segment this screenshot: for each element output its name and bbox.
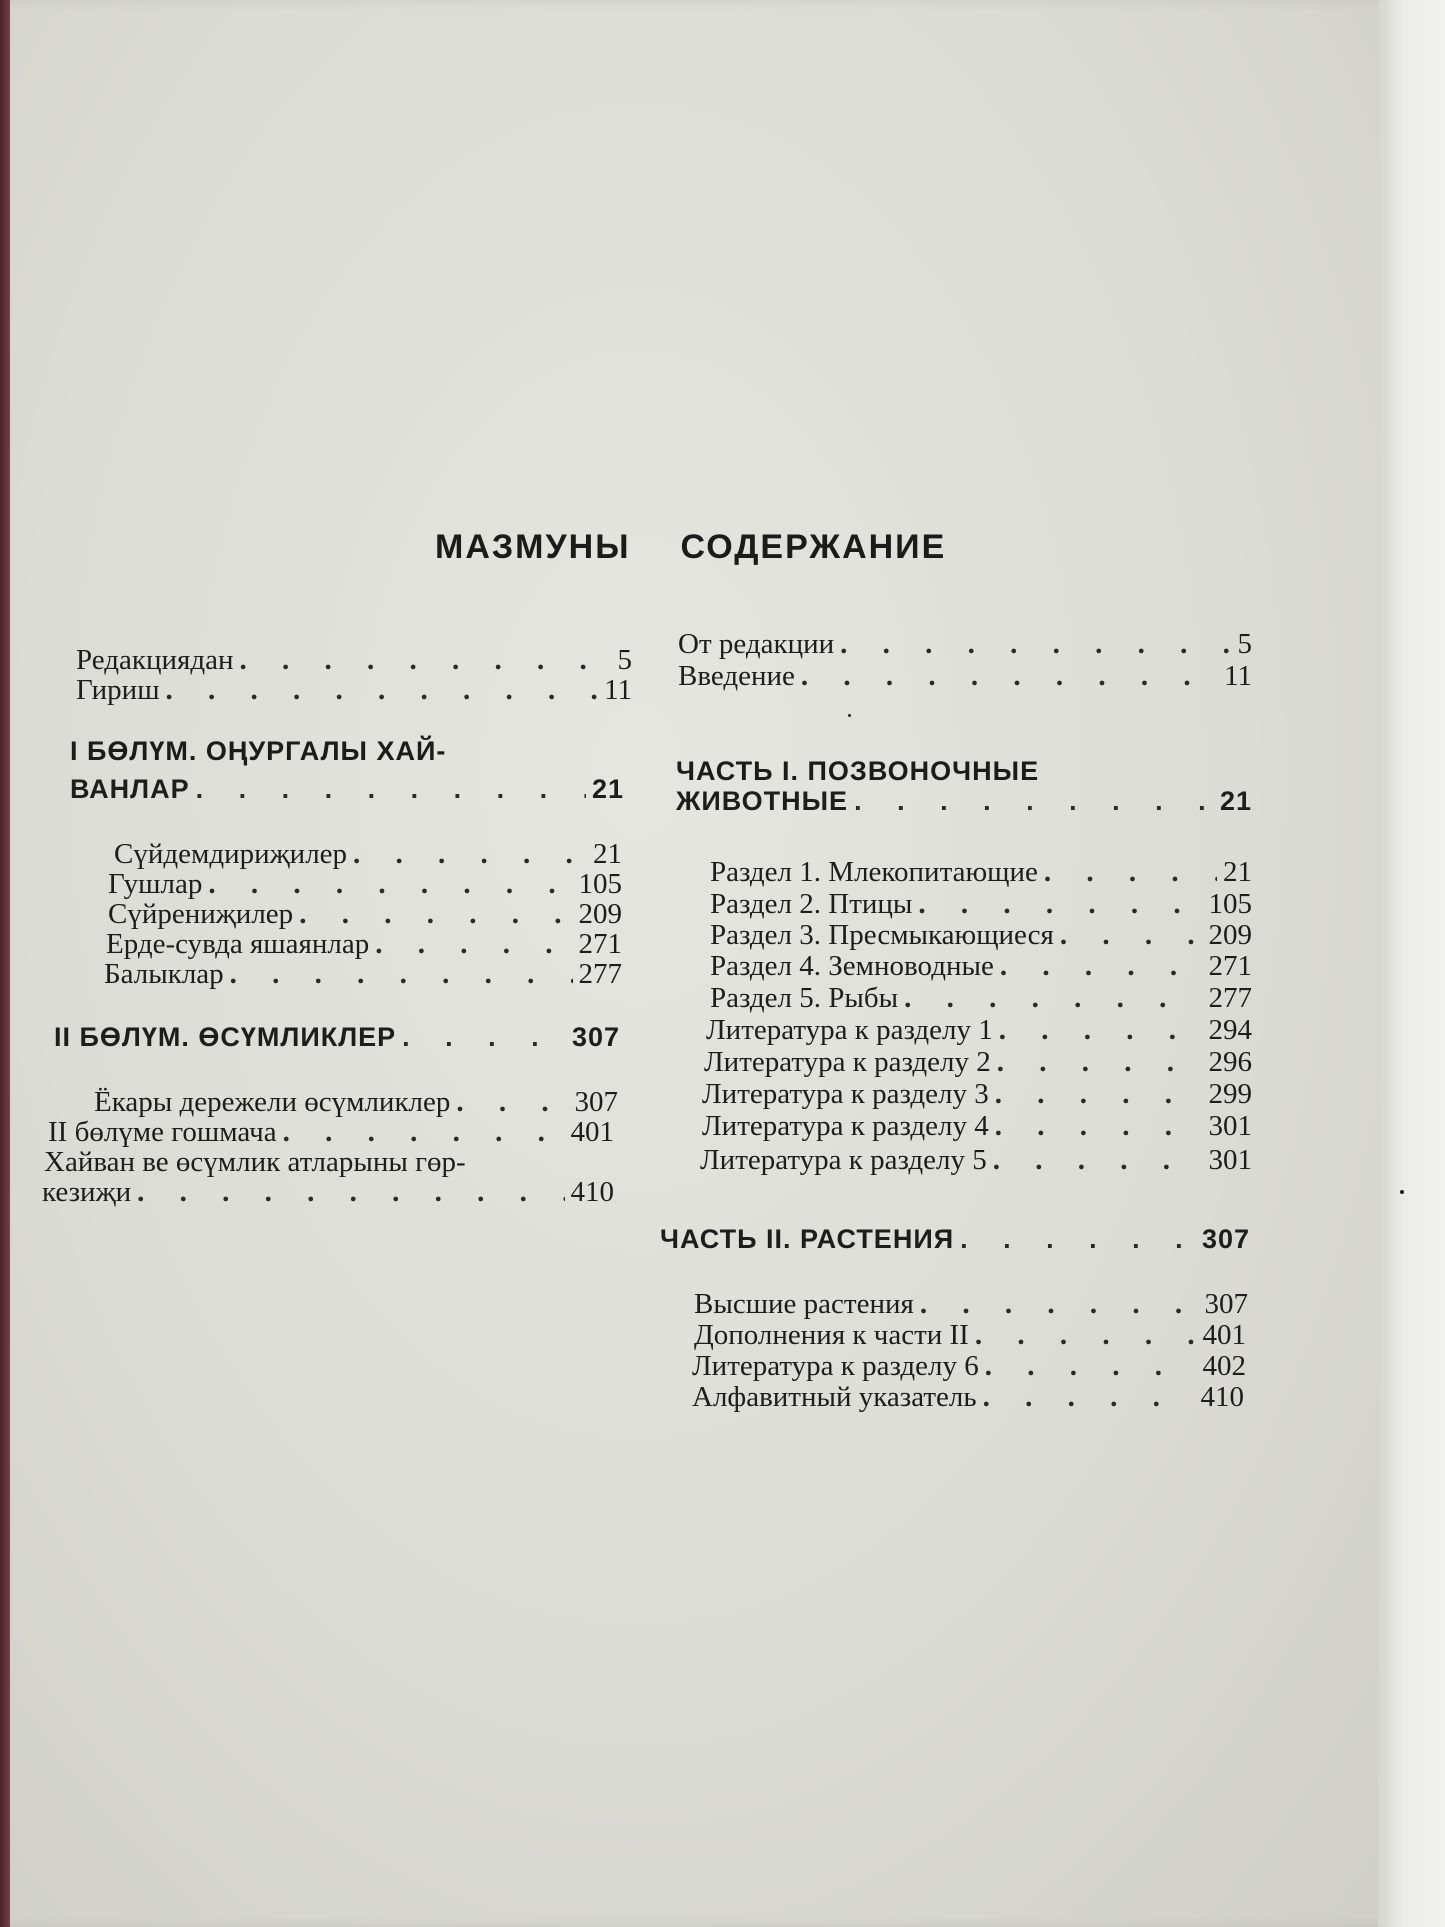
toc-entry: От редакции . . . 5 [678,630,1252,659]
toc-entry: Введение . . . 11 [678,662,1252,691]
toc-entry: Дополнения к части II . . . 401 [694,1321,1246,1350]
toc-entry: кезиҗи . . . 410 [42,1178,614,1207]
toc-entry: Литература к разделу 6 . . . 402 [692,1352,1246,1381]
toc-entry: Сүйрениҗилер . . . 209 [108,900,622,929]
print-speck [848,714,851,717]
toc-entry: Литература к разделу 2 . . . 296 [704,1048,1252,1077]
toc-entry: Раздел 5. Рыбы . . . 277 [710,984,1252,1013]
dot-leader [960,1226,1196,1253]
dot-leader [997,1048,1203,1077]
toc-entry: Раздел 2. Птицы . . . 105 [710,890,1252,919]
dot-leader [1060,921,1203,950]
toc-entry: Раздел 4. Земноводные . . . 271 [710,952,1252,981]
dot-leader [283,1118,565,1147]
dot-leader [1044,858,1217,887]
toc-entry: Высшие растения . . . 307 [694,1290,1248,1319]
toc-entry: Балыклар . . . 277 [104,960,622,989]
toc-entry-line: Хайван ве өсүмлик атларыны гөр- [44,1146,466,1178]
toc-entry: Гушлар . . . 105 [108,870,622,899]
dot-leader [208,870,572,899]
dot-leader [985,1352,1197,1381]
dot-leader [239,646,611,675]
dot-leader [166,676,599,705]
dot-leader [137,1178,564,1207]
dot-leader [230,960,573,989]
toc-entry: Сүйдемдириҗилер . . . 21 [114,840,622,869]
toc-entry: Ёкары дережели өсүмликлер . . . 307 [94,1088,618,1117]
dot-leader [196,776,586,803]
dot-leader [456,1088,568,1117]
dot-leader [353,840,587,869]
page-edge [1378,0,1445,1927]
dot-leader [918,890,1202,919]
dot-leader [840,630,1231,659]
toc-entry: Литература к разделу 5 . . . 301 [700,1146,1252,1175]
dot-leader [299,900,572,929]
dot-leader [854,788,1214,815]
toc-entry: Раздел 1. Млекопитающие . . . 21 [710,858,1252,887]
toc-entry: II бөлүме гошмача . . . 401 [48,1118,614,1147]
part-title-line: I БӨЛҮМ. ОҢУРГАЛЫ ХАЙ- [70,736,447,766]
dot-leader [983,1383,1195,1412]
toc-entry: Гириш . . . 11 [76,676,632,705]
toc-entry: Раздел 3. Пресмыкающиеся . . . 209 [710,921,1252,950]
toc-entry: Ерде-сувда яшаянлар . . . 271 [106,930,622,959]
part-entry: ЖИВОТНЫЕ . . . 21 [676,788,1252,815]
dot-leader [375,930,572,959]
dot-leader [801,662,1218,691]
heading-turkmen: МАЗМУНЫ [435,528,631,566]
dot-leader [995,1080,1203,1109]
dot-leader [1000,952,1203,981]
heading-russian: СОДЕРЖАНИЕ [680,528,947,566]
toc-entry: Алфавитный указатель . . . 410 [692,1383,1244,1412]
part-title-line: ЧАСТЬ I. ПОЗВОНОЧНЫЕ [676,756,1040,786]
part-entry: ВАНЛАР . . . 21 [70,776,624,803]
part-entry: ЧАСТЬ II. РАСТЕНИЯ . . . 307 [660,1226,1250,1253]
print-speck [1400,1190,1404,1194]
dot-leader [975,1321,1197,1350]
toc-entry: Редакциядан . . . 5 [76,646,632,675]
toc-entry: Литература к разделу 4 . . . 301 [702,1112,1252,1141]
dot-leader [999,1016,1203,1045]
dot-leader [402,1024,566,1051]
dot-leader [904,984,1202,1013]
part-entry: II БӨЛҮМ. ӨСҮМЛИКЛЕР . . . 307 [54,1024,620,1051]
dot-leader [995,1112,1203,1141]
dot-leader [920,1290,1199,1319]
dot-leader [993,1146,1203,1175]
toc-entry: Литература к разделу 3 . . . 299 [702,1080,1252,1109]
contents-heading [435,528,946,567]
toc-entry: Литература к разделу 1 . . . 294 [706,1016,1252,1045]
